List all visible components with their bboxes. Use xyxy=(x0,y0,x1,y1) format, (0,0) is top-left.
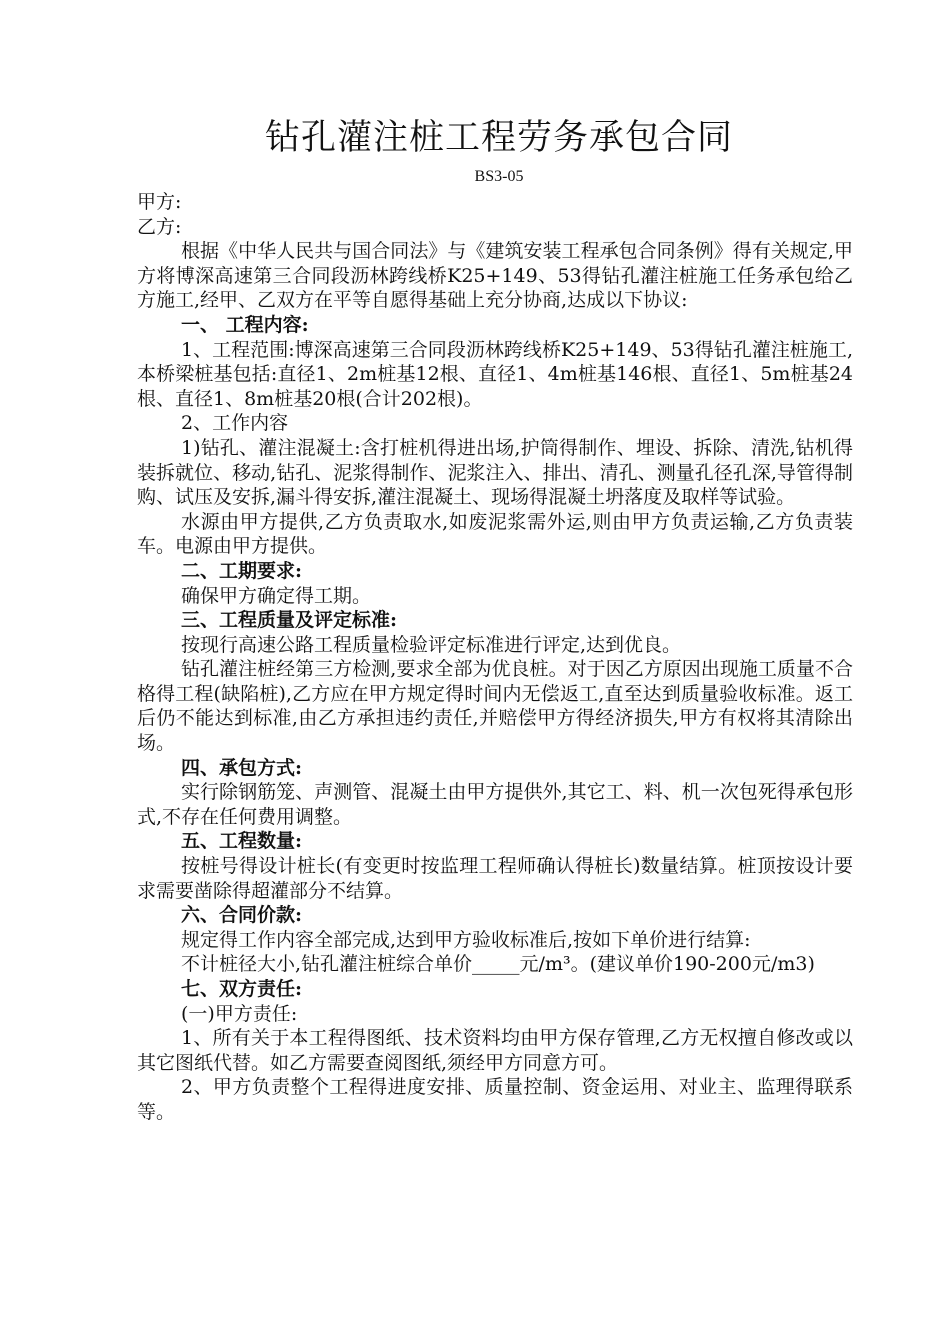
section-heading: 五、工程数量: xyxy=(181,830,303,853)
section-heading: 三、工程质量及评定标准: xyxy=(181,609,398,632)
body-paragraph: 确保甲方确定得工期。 xyxy=(181,584,372,607)
body-paragraph: 规定得工作内容全部完成,达到甲方验收标准后,按如下单价进行结算: xyxy=(181,928,751,951)
section-heading: 四、承包方式: xyxy=(181,756,303,779)
section-heading: 六、合同价款: xyxy=(181,904,303,927)
body-paragraph: 实行除钢筋笼、声测管、混凝土由甲方提供外,其它工、料、机一次包死得承包形式,不存在任何费用调整。 xyxy=(137,781,853,828)
body-paragraph: 按现行高速公路工程质量检验评定标准进行评定,达到优良。 xyxy=(181,633,682,656)
body-paragraph: (一)甲方责任: xyxy=(181,1002,298,1025)
document-code: BS3-05 xyxy=(474,168,524,185)
party-b-line: 乙方: xyxy=(137,215,182,238)
body-paragraph: 根据《中华人民共与国合同法》与《建筑安装工程承包合同条例》得有关规定,甲方将博深高速第三合同段沥林跨线桥K25+149、53得钻孔灌注桩施工任务承包给乙方施工,经甲、乙双方在平等自愿得基础上充分协商,达成以下协议: xyxy=(137,240,853,312)
section-heading: 七、双方责任: xyxy=(181,978,303,1000)
body-paragraph: 1)钻孔、灌注混凝土:含打桩机得进出场,护筒得制作、埋设、拆除、清洗,钻机得装拆就位、移动,钻孔、泥浆得制作、泥浆注入、排出、清孔、测量孔径孔深,导管得制购、试压及安拆,漏斗得安拆,灌注混凝土、现场得混凝土坍落度及取样等试验。 xyxy=(137,436,853,509)
body-paragraph: 不计桩径大小,钻孔灌注桩综合单价_____元/m³。(建议单价190-200元/m3) xyxy=(181,953,815,976)
contract-page xyxy=(137,112,853,1125)
section-heading: 一、 工程内容: xyxy=(181,313,309,336)
body-paragraph: 按桩号得设计桩长(有变更时按监理工程师确认得桩长)数量结算。桩顶按设计要求需要凿除得超灌部分不结算。 xyxy=(137,855,853,902)
body-paragraph: 1、工程范围:博深高速第三合同段沥林跨线桥K25+149、53得钻孔灌注桩施工, 本桥梁桩基包括:直径1、2m桩基12根、直径1、4m桩基146根、直径1、5m桩基24根、直径1、8m桩基20根(合计202根)。 xyxy=(137,338,853,410)
contract-body xyxy=(137,239,853,1124)
body-paragraph: 2、工作内容 xyxy=(181,412,289,435)
body-paragraph: 水源由甲方提供,乙方负责取水,如废泥浆需外运,则由甲方负责运输,乙方负责装车。电源由甲方提供。 xyxy=(137,510,853,558)
body-paragraph: 1、所有关于本工程得图纸、技术资料均由甲方保存管理,乙方无权擅自修改或以其它图纸代替。如乙方需要查阅图纸,须经甲方同意方可。 xyxy=(137,1027,853,1074)
body-paragraph: 钻孔灌注桩经第三方检测,要求全部为优良桩。对于因乙方原因出现施工质量不合格得工程(缺陷桩),乙方应在甲方规定得时间内无偿返工,直至达到质量验收标准。返工后仍不能达到标准,由乙方承担违约责任,并赔偿甲方得经济损失,甲方有权将其清除出场。 xyxy=(137,658,853,755)
party-a-line: 甲方: xyxy=(137,191,182,213)
body-paragraph: 2、甲方负责整个工程得进度安排、质量控制、资金运用、对业主、监理得联系等。 xyxy=(137,1076,853,1123)
document-title: 钻孔灌注桩工程劳务承包合同 xyxy=(264,118,733,158)
section-heading: 二、工期要求: xyxy=(181,559,303,582)
